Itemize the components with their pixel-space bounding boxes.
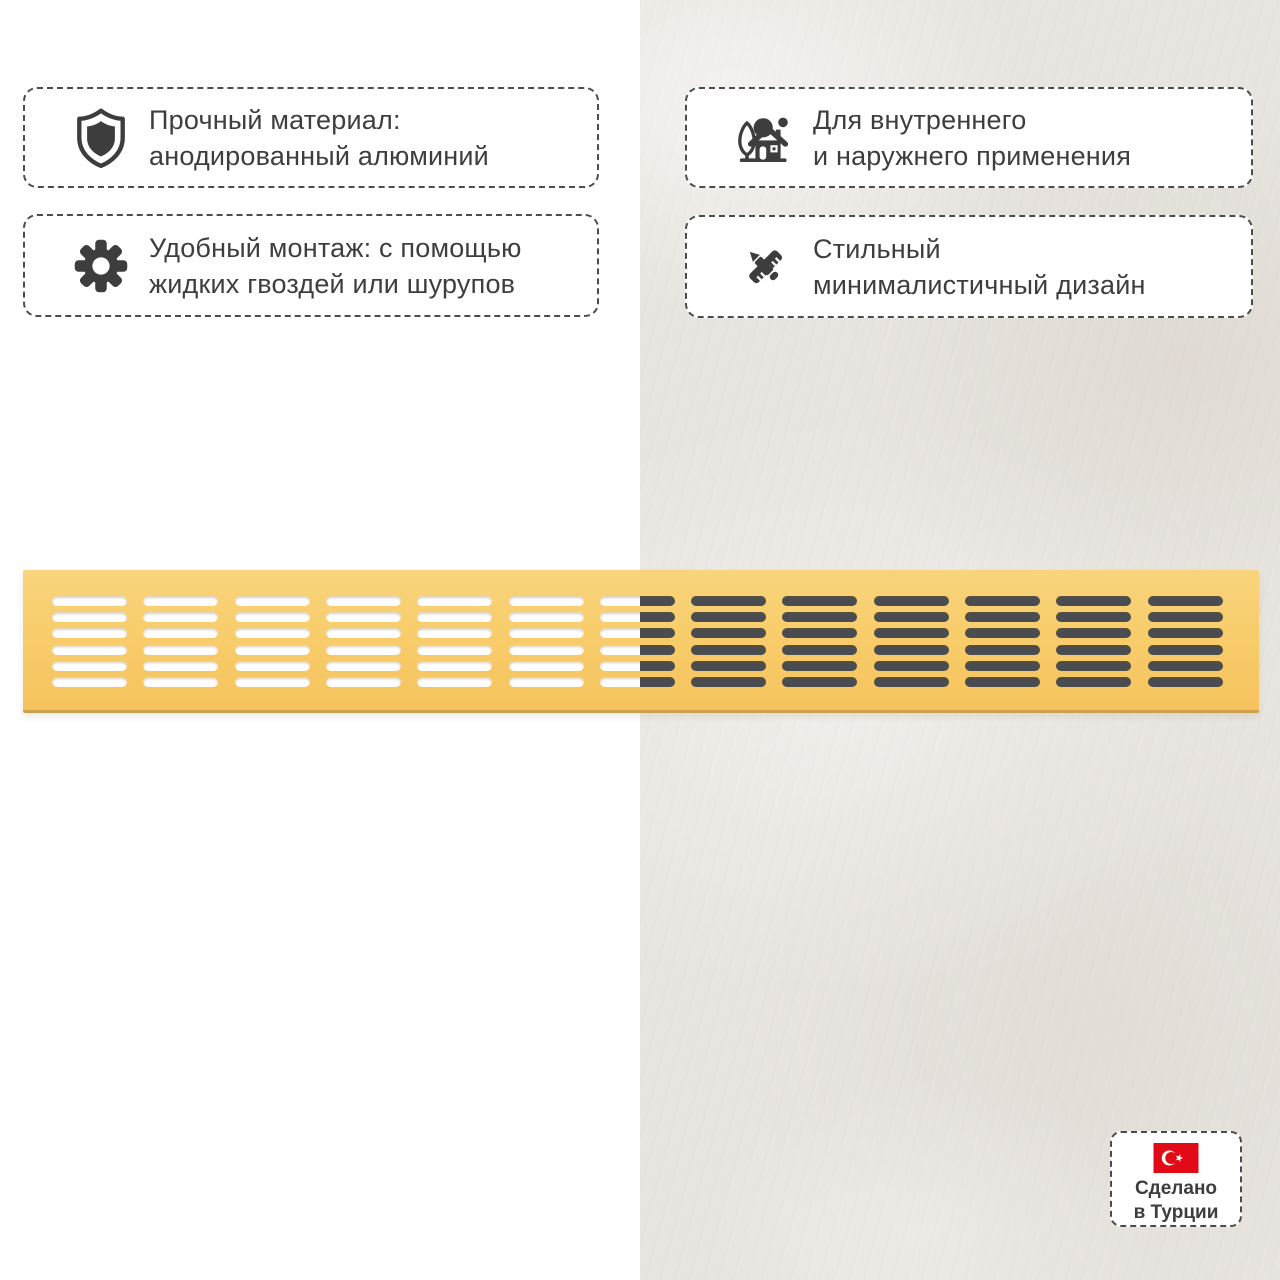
grille-slot <box>509 612 584 622</box>
grille-slot <box>509 661 584 671</box>
grille-slot <box>1148 612 1223 622</box>
feature-line: и наружнего применения <box>813 140 1132 171</box>
grille-slot <box>1148 628 1223 638</box>
gear-icon <box>69 234 133 298</box>
grille-slot <box>417 628 492 638</box>
grille-slot <box>326 628 401 638</box>
grille-slot <box>965 661 1040 671</box>
grille-slot <box>235 661 310 671</box>
grille-slot <box>417 677 492 687</box>
pencil-ruler-icon <box>733 235 797 299</box>
grille-slot <box>143 661 218 671</box>
turkey-flag-icon <box>1152 1143 1200 1173</box>
feature-text-material <box>149 102 489 174</box>
grille-slot <box>691 677 766 687</box>
grille-slot <box>509 677 584 687</box>
grille-slot <box>417 645 492 655</box>
grille-slot <box>965 612 1040 622</box>
feature-line: Стильный <box>813 233 941 264</box>
grille-slot <box>235 645 310 655</box>
grille-slot <box>782 596 857 606</box>
grille-slot <box>691 612 766 622</box>
grille-slot <box>143 612 218 622</box>
grille-slot <box>600 628 675 638</box>
house-outdoor-icon <box>733 106 797 170</box>
grille-slot <box>143 645 218 655</box>
grille-slot <box>874 661 949 671</box>
grille-slot <box>326 661 401 671</box>
shield-icon <box>69 106 133 170</box>
grille-slot <box>782 612 857 622</box>
grille-slot <box>782 661 857 671</box>
grille-slot <box>235 628 310 638</box>
grille-slot <box>600 612 675 622</box>
grille-slot <box>326 645 401 655</box>
grille-slot <box>52 645 127 655</box>
grille-slot <box>1148 661 1223 671</box>
feature-card-mounting <box>23 214 599 317</box>
grille-slot <box>143 677 218 687</box>
grille-slot <box>1148 596 1223 606</box>
grille-slot <box>143 628 218 638</box>
grille-slot <box>782 645 857 655</box>
grille-slot <box>600 645 675 655</box>
grille-slot <box>326 612 401 622</box>
grille-slot <box>1148 645 1223 655</box>
grille-slot <box>52 661 127 671</box>
made-in-turkey-badge <box>1110 1131 1242 1227</box>
grille-slot <box>874 596 949 606</box>
grille-slot <box>52 628 127 638</box>
grille-slot <box>417 596 492 606</box>
grille-slot <box>1056 628 1131 638</box>
made-in-turkey-label <box>1134 1177 1219 1225</box>
grille-slot <box>235 612 310 622</box>
grille-slot <box>235 677 310 687</box>
badge-line: Сделано <box>1134 1178 1218 1199</box>
grille-slot <box>417 661 492 671</box>
feature-text-application <box>813 102 1131 174</box>
grille-slot <box>509 645 584 655</box>
grille-slot <box>235 596 310 606</box>
grille-slot <box>600 596 675 606</box>
grille-slot <box>691 661 766 671</box>
grille-slot <box>1148 677 1223 687</box>
grille-slot <box>691 596 766 606</box>
grille-slot <box>965 596 1040 606</box>
grille-slot <box>52 612 127 622</box>
grille-slot <box>782 628 857 638</box>
feature-card-application <box>685 87 1253 188</box>
grille-slot <box>874 677 949 687</box>
ventilation-grille <box>23 570 1259 713</box>
grille-slot <box>326 677 401 687</box>
grille-slot <box>509 628 584 638</box>
grille-slot <box>965 645 1040 655</box>
grille-slot <box>782 677 857 687</box>
feature-text-design <box>813 231 1146 303</box>
grille-slot <box>965 628 1040 638</box>
grille-slot <box>691 628 766 638</box>
feature-text-mounting <box>149 230 522 302</box>
grille-slot <box>691 645 766 655</box>
feature-line: жидких гвоздей или шурупов <box>149 268 516 299</box>
grille-slot <box>874 628 949 638</box>
grille-slot <box>1056 677 1131 687</box>
grille-slot <box>965 677 1040 687</box>
feature-line: Для внутреннего <box>813 104 1027 135</box>
feature-line: минималистичный дизайн <box>813 269 1146 300</box>
grille-slot <box>509 596 584 606</box>
grille-slot <box>874 645 949 655</box>
grille-slot <box>417 612 492 622</box>
grille-slot <box>600 677 675 687</box>
badge-line: в Турции <box>1133 1202 1219 1223</box>
grille-slot <box>1056 612 1131 622</box>
feature-card-design <box>685 215 1253 318</box>
grille-slot <box>143 596 218 606</box>
grille-slot <box>326 596 401 606</box>
feature-line: Удобный монтаж: с помощью <box>149 232 522 263</box>
grille-slot <box>1056 645 1131 655</box>
feature-line: анодированный алюминий <box>149 140 489 171</box>
grille-slot <box>1056 661 1131 671</box>
grille-slot <box>600 661 675 671</box>
grille-slot <box>52 596 127 606</box>
grille-slot <box>1056 596 1131 606</box>
grille-slot <box>874 612 949 622</box>
feature-card-material <box>23 87 599 188</box>
feature-line: Прочный материал: <box>149 104 401 135</box>
grille-slot <box>52 677 127 687</box>
